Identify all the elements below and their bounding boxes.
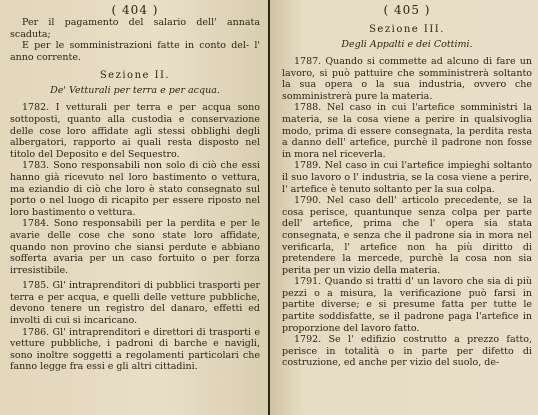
right-page: [270, 0, 538, 415]
section-title-left: Sezione II.: [99, 70, 171, 82]
article-1783: 1783. Sono responsabili non solo di ciò che essi hanno già ricevuto nel loro bastimento o vettura, ma eziandio di ciò che loro è stato consegnato sul porto o nel luogo di ricapito per essere riposto nel loro bastimento o vettura.: [10, 160, 260, 218]
left-top-line-2: E per le somministrazioni fatte in conto del- l' anno corrente.: [10, 40, 260, 63]
left-top-line-1: Per il pagamento del salario dell' annata scaduta;: [10, 17, 260, 40]
article-1792: 1792. Se l' edifizio costrutto a prezzo fatto, perisce in totalità o in parte per difetto di costruzione, ed anche per vizio del suolo, de-: [282, 334, 532, 369]
section-title-right: Sezione III.: [369, 24, 445, 35]
section-subtitle-left: De' Vetturali per terra e per acqua.: [50, 85, 220, 97]
article-1785: 1785. Gl' intraprenditori di pubblici trasporti per terra e per acqua, e quelli delle vetture pubbliche, devono tenere un registro del danaro, effetti ed involti di cui si incaricano.: [10, 280, 260, 327]
article-1791: 1791. Quando si tratti d' un lavoro che sia di più pezzi o a misura, la verificazione può farsi in partite diverse; e si presume fatta per tutte le partite soddisfatte, se il padrone paga l'artefice in proporzione del lavoro fatto.: [282, 276, 532, 334]
page-number-left: ( 404 ): [111, 3, 159, 17]
section-subtitle-right: Degli Appalti e dei Cottimi.: [341, 39, 473, 50]
page-number-right: ( 405 ): [383, 3, 431, 17]
article-1784: 1784. Sono responsabili per la perdita e per le avarie delle cose che sono state loro affidate, quando non provino che siansi perdute e abbiano sofferta avaria per un caso fortuito o per forza irresistibile.: [10, 218, 260, 276]
left-page: [0, 0, 268, 415]
article-1790: 1790. Nel caso dell' articolo precedente, se la cosa perisce, quantunque senza colpa per parte dell' artefice, prima che l' opera sia stata consegnata, e senza che il padrone sia in mora nel verificarla, l' artefice non ha più diritto di pretendere la mercede, purchè la cosa non sia perita per un vizio della materia.: [282, 195, 532, 276]
article-1789: 1789. Nel caso in cui l'artefice impieghi soltanto il suo lavoro o l' industria, se la cosa viene a perire, l' artefice è tenuto soltanto per la sua colpa.: [282, 160, 532, 195]
article-1782: 1782. I vetturali per terra e per acqua sono sottoposti, quanto alla custodia e conservazione delle cose loro affidate agli stessi obblighi degli albergatori, rapporto ai quali resta disposto nel titolo del Deposito e del Sequestro.: [10, 102, 260, 160]
article-1786: 1786. Gl' intraprenditori e direttori di trasporti e vetture pubbliche, i padroni di barche e navigli, sono inoltre soggetti a regolamenti particolari che fanno legge fra essi e gli altri cittadini.: [10, 326, 260, 373]
article-1787: 1787. Quando si commette ad alcuno di fare un lavoro, si può pattuire che somministrerà soltanto la sua opera o la sua industria, ovvero che somministrerà pure la materia.: [282, 56, 532, 102]
article-1788: 1788. Nel caso in cui l'artefice somministri la materia, se la cosa viene a perire in qualsivoglia modo, prima di essere consegnata, la perdita resta a danno dell' artefice, purchè il padrone non fosse in mora nel riceverla.: [282, 102, 532, 160]
